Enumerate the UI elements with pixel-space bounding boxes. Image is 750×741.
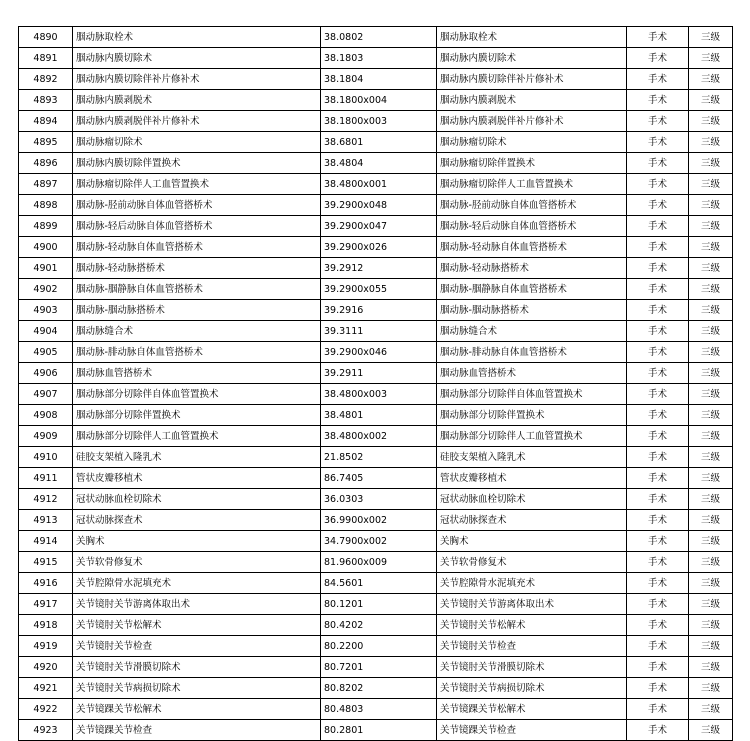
cell-code: 4893	[19, 90, 73, 111]
cell-opname: 关节镜肘关节游离体取出术	[437, 594, 627, 615]
cell-icd: 38.6801	[321, 132, 437, 153]
table-row	[19, 510, 733, 531]
cell-type: 手术	[627, 363, 689, 384]
cell-level: 三级	[689, 27, 733, 48]
cell-code: 4912	[19, 489, 73, 510]
cell-code: 4903	[19, 300, 73, 321]
cell-name: 关节镜肘关节滑膜切除术	[73, 657, 321, 678]
cell-name: 腘动脉内膜切除伴补片修补术	[73, 69, 321, 90]
cell-name: 腘动脉内膜切除术	[73, 48, 321, 69]
table-row	[19, 594, 733, 615]
cell-name: 关节腔隙骨水泥填充术	[73, 573, 321, 594]
cell-opname: 腘动脉血管搭桥术	[437, 363, 627, 384]
cell-name: 腘动脉-腘静脉自体血管搭桥术	[73, 279, 321, 300]
cell-code: 4895	[19, 132, 73, 153]
cell-icd: 80.8202	[321, 678, 437, 699]
cell-code: 4892	[19, 69, 73, 90]
cell-name: 腘动脉内膜剥脱术	[73, 90, 321, 111]
cell-level: 三级	[689, 132, 733, 153]
cell-opname: 冠状动脉血栓切除术	[437, 489, 627, 510]
cell-type: 手术	[627, 111, 689, 132]
cell-code: 4911	[19, 468, 73, 489]
cell-icd: 80.4202	[321, 615, 437, 636]
cell-type: 手术	[627, 594, 689, 615]
cell-name: 关节软骨修复术	[73, 552, 321, 573]
cell-icd: 80.2801	[321, 720, 437, 741]
cell-code: 4916	[19, 573, 73, 594]
cell-level: 三级	[689, 195, 733, 216]
cell-icd: 38.1800x003	[321, 111, 437, 132]
cell-opname: 关节腔隙骨水泥填充术	[437, 573, 627, 594]
cell-icd: 39.2911	[321, 363, 437, 384]
table-row	[19, 258, 733, 279]
table-row	[19, 321, 733, 342]
cell-name: 腘动脉部分切除伴自体血管置换术	[73, 384, 321, 405]
cell-icd: 86.7405	[321, 468, 437, 489]
cell-type: 手术	[627, 699, 689, 720]
cell-name: 关胸术	[73, 531, 321, 552]
cell-level: 三级	[689, 237, 733, 258]
cell-level: 三级	[689, 636, 733, 657]
cell-opname: 腘动脉-腘静脉自体血管搭桥术	[437, 279, 627, 300]
cell-level: 三级	[689, 90, 733, 111]
cell-name: 腘动脉内膜剥脱伴补片修补术	[73, 111, 321, 132]
table-row	[19, 237, 733, 258]
cell-type: 手术	[627, 489, 689, 510]
cell-code: 4920	[19, 657, 73, 678]
cell-name: 腘动脉瘤切除伴人工血管置换术	[73, 174, 321, 195]
cell-opname: 关节镜肘关节病损切除术	[437, 678, 627, 699]
cell-level: 三级	[689, 405, 733, 426]
cell-name: 关节镜踝关节松解术	[73, 699, 321, 720]
cell-level: 三级	[689, 384, 733, 405]
cell-opname: 腘动脉-轻动脉搭桥术	[437, 258, 627, 279]
cell-code: 4914	[19, 531, 73, 552]
cell-icd: 38.4800x003	[321, 384, 437, 405]
cell-level: 三级	[689, 300, 733, 321]
cell-level: 三级	[689, 510, 733, 531]
table-row	[19, 636, 733, 657]
cell-opname: 关节镜肘关节松解术	[437, 615, 627, 636]
cell-code: 4919	[19, 636, 73, 657]
cell-level: 三级	[689, 489, 733, 510]
cell-level: 三级	[689, 720, 733, 741]
cell-level: 三级	[689, 153, 733, 174]
cell-opname: 腘动脉瘤切除伴人工血管置换术	[437, 174, 627, 195]
cell-code: 4906	[19, 363, 73, 384]
cell-type: 手术	[627, 69, 689, 90]
cell-type: 手术	[627, 153, 689, 174]
cell-icd: 38.4800x001	[321, 174, 437, 195]
table-row	[19, 90, 733, 111]
table-row	[19, 216, 733, 237]
cell-name: 关节镜肘关节检查	[73, 636, 321, 657]
table-row	[19, 531, 733, 552]
cell-code: 4918	[19, 615, 73, 636]
cell-type: 手术	[627, 636, 689, 657]
cell-type: 手术	[627, 342, 689, 363]
cell-code: 4910	[19, 447, 73, 468]
cell-code: 4896	[19, 153, 73, 174]
cell-code: 4923	[19, 720, 73, 741]
cell-icd: 39.2912	[321, 258, 437, 279]
cell-name: 腘动脉血管搭桥术	[73, 363, 321, 384]
table-row	[19, 363, 733, 384]
procedure-catalog-table	[18, 26, 733, 741]
cell-type: 手术	[627, 531, 689, 552]
cell-name: 冠状动脉血栓切除术	[73, 489, 321, 510]
cell-level: 三级	[689, 531, 733, 552]
table-row	[19, 699, 733, 720]
table-row	[19, 27, 733, 48]
table-row	[19, 720, 733, 741]
cell-opname: 腘动脉取栓术	[437, 27, 627, 48]
cell-icd: 38.0802	[321, 27, 437, 48]
cell-level: 三级	[689, 342, 733, 363]
cell-level: 三级	[689, 678, 733, 699]
table-row	[19, 279, 733, 300]
cell-level: 三级	[689, 699, 733, 720]
cell-icd: 80.1201	[321, 594, 437, 615]
table-row	[19, 657, 733, 678]
cell-code: 4907	[19, 384, 73, 405]
cell-code: 4898	[19, 195, 73, 216]
cell-icd: 38.1804	[321, 69, 437, 90]
cell-name: 腘动脉部分切除伴人工血管置换术	[73, 426, 321, 447]
cell-level: 三级	[689, 48, 733, 69]
cell-code: 4908	[19, 405, 73, 426]
table-row	[19, 426, 733, 447]
cell-icd: 21.8502	[321, 447, 437, 468]
cell-name: 腘动脉缝合术	[73, 321, 321, 342]
cell-opname: 腘动脉内膜切除术	[437, 48, 627, 69]
cell-code: 4913	[19, 510, 73, 531]
table-row	[19, 573, 733, 594]
cell-opname: 关节软骨修复术	[437, 552, 627, 573]
table-row	[19, 468, 733, 489]
cell-code: 4890	[19, 27, 73, 48]
cell-type: 手术	[627, 48, 689, 69]
table-row	[19, 405, 733, 426]
cell-opname: 关节镜踝关节检查	[437, 720, 627, 741]
table-row	[19, 342, 733, 363]
cell-icd: 36.9900x002	[321, 510, 437, 531]
cell-type: 手术	[627, 300, 689, 321]
cell-opname: 腘动脉-腘动脉搭桥术	[437, 300, 627, 321]
cell-icd: 80.2200	[321, 636, 437, 657]
cell-type: 手术	[627, 132, 689, 153]
table-body	[19, 27, 733, 741]
cell-level: 三级	[689, 174, 733, 195]
cell-opname: 腘动脉-胫前动脉自体血管搭桥术	[437, 195, 627, 216]
cell-type: 手术	[627, 216, 689, 237]
cell-type: 手术	[627, 678, 689, 699]
cell-level: 三级	[689, 426, 733, 447]
cell-code: 4894	[19, 111, 73, 132]
cell-level: 三级	[689, 279, 733, 300]
cell-opname: 腘动脉部分切除伴自体血管置换术	[437, 384, 627, 405]
table-row	[19, 615, 733, 636]
cell-opname: 腘动脉部分切除伴置换术	[437, 405, 627, 426]
cell-name: 腘动脉-胫前动脉自体血管搭桥术	[73, 195, 321, 216]
cell-icd: 39.2900x048	[321, 195, 437, 216]
cell-code: 4891	[19, 48, 73, 69]
cell-type: 手术	[627, 426, 689, 447]
cell-icd: 38.4804	[321, 153, 437, 174]
cell-name: 腘动脉瘤切除术	[73, 132, 321, 153]
cell-name: 硅胶支架植入隆乳术	[73, 447, 321, 468]
cell-type: 手术	[627, 195, 689, 216]
cell-opname: 关节镜踝关节松解术	[437, 699, 627, 720]
cell-opname: 管状皮瓣移植术	[437, 468, 627, 489]
cell-opname: 腘动脉瘤切除术	[437, 132, 627, 153]
cell-name: 关节镜肘关节游离体取出术	[73, 594, 321, 615]
cell-icd: 39.2916	[321, 300, 437, 321]
cell-code: 4902	[19, 279, 73, 300]
cell-opname: 腘动脉部分切除伴人工血管置换术	[437, 426, 627, 447]
table-row	[19, 300, 733, 321]
cell-icd: 38.4800x002	[321, 426, 437, 447]
cell-name: 管状皮瓣移植术	[73, 468, 321, 489]
cell-level: 三级	[689, 615, 733, 636]
cell-opname: 腘动脉内膜剥脱术	[437, 90, 627, 111]
cell-name: 腘动脉-腘动脉搭桥术	[73, 300, 321, 321]
cell-type: 手术	[627, 321, 689, 342]
cell-level: 三级	[689, 657, 733, 678]
cell-opname: 腘动脉内膜切除伴补片修补术	[437, 69, 627, 90]
table-row	[19, 111, 733, 132]
cell-opname: 关胸术	[437, 531, 627, 552]
cell-code: 4909	[19, 426, 73, 447]
table-row	[19, 447, 733, 468]
cell-name: 腘动脉-轻动脉自体血管搭桥术	[73, 237, 321, 258]
cell-type: 手术	[627, 279, 689, 300]
table-row	[19, 174, 733, 195]
table-row	[19, 489, 733, 510]
cell-opname: 关节镜肘关节检查	[437, 636, 627, 657]
cell-level: 三级	[689, 552, 733, 573]
cell-opname: 腘动脉-轻后动脉自体血管搭桥术	[437, 216, 627, 237]
cell-code: 4915	[19, 552, 73, 573]
cell-level: 三级	[689, 258, 733, 279]
table-row	[19, 195, 733, 216]
cell-level: 三级	[689, 447, 733, 468]
cell-name: 腘动脉-轻动脉搭桥术	[73, 258, 321, 279]
cell-level: 三级	[689, 573, 733, 594]
cell-opname: 冠状动脉探查术	[437, 510, 627, 531]
cell-name: 冠状动脉探查术	[73, 510, 321, 531]
cell-icd: 36.0303	[321, 489, 437, 510]
cell-type: 手术	[627, 573, 689, 594]
cell-level: 三级	[689, 321, 733, 342]
cell-code: 4921	[19, 678, 73, 699]
cell-icd: 39.2900x026	[321, 237, 437, 258]
cell-icd: 38.1803	[321, 48, 437, 69]
cell-icd: 38.1800x004	[321, 90, 437, 111]
cell-opname: 腘动脉-腓动脉自体血管搭桥术	[437, 342, 627, 363]
cell-level: 三级	[689, 111, 733, 132]
cell-icd: 80.7201	[321, 657, 437, 678]
cell-opname: 腘动脉-轻动脉自体血管搭桥术	[437, 237, 627, 258]
cell-level: 三级	[689, 216, 733, 237]
cell-icd: 39.2900x047	[321, 216, 437, 237]
cell-type: 手术	[627, 615, 689, 636]
cell-type: 手术	[627, 720, 689, 741]
cell-icd: 80.4803	[321, 699, 437, 720]
cell-type: 手术	[627, 237, 689, 258]
table-row	[19, 132, 733, 153]
cell-type: 手术	[627, 258, 689, 279]
cell-name: 关节镜肘关节松解术	[73, 615, 321, 636]
cell-icd: 39.2900x055	[321, 279, 437, 300]
cell-type: 手术	[627, 384, 689, 405]
cell-opname: 腘动脉瘤切除伴置换术	[437, 153, 627, 174]
cell-name: 腘动脉-腓动脉自体血管搭桥术	[73, 342, 321, 363]
cell-code: 4922	[19, 699, 73, 720]
cell-code: 4917	[19, 594, 73, 615]
cell-type: 手术	[627, 405, 689, 426]
cell-code: 4901	[19, 258, 73, 279]
cell-name: 腘动脉-轻后动脉自体血管搭桥术	[73, 216, 321, 237]
cell-type: 手术	[627, 468, 689, 489]
cell-name: 关节镜肘关节病损切除术	[73, 678, 321, 699]
cell-code: 4900	[19, 237, 73, 258]
cell-icd: 34.7900x002	[321, 531, 437, 552]
cell-type: 手术	[627, 657, 689, 678]
cell-code: 4899	[19, 216, 73, 237]
cell-type: 手术	[627, 552, 689, 573]
cell-level: 三级	[689, 69, 733, 90]
cell-name: 腘动脉部分切除伴置换术	[73, 405, 321, 426]
cell-name: 腘动脉取栓术	[73, 27, 321, 48]
table-row	[19, 678, 733, 699]
cell-type: 手术	[627, 174, 689, 195]
cell-type: 手术	[627, 510, 689, 531]
table-row	[19, 552, 733, 573]
cell-level: 三级	[689, 594, 733, 615]
cell-opname: 关节镜肘关节滑膜切除术	[437, 657, 627, 678]
cell-opname: 硅胶支架植入隆乳术	[437, 447, 627, 468]
table-row	[19, 384, 733, 405]
cell-icd: 38.4801	[321, 405, 437, 426]
cell-type: 手术	[627, 27, 689, 48]
cell-icd: 84.5601	[321, 573, 437, 594]
cell-level: 三级	[689, 468, 733, 489]
cell-opname: 腘动脉内膜剥脱伴补片修补术	[437, 111, 627, 132]
cell-code: 4904	[19, 321, 73, 342]
cell-level: 三级	[689, 363, 733, 384]
cell-name: 腘动脉内膜切除伴置换术	[73, 153, 321, 174]
table-row	[19, 153, 733, 174]
cell-type: 手术	[627, 447, 689, 468]
cell-code: 4905	[19, 342, 73, 363]
table-row	[19, 48, 733, 69]
table-row	[19, 69, 733, 90]
cell-icd: 39.2900x046	[321, 342, 437, 363]
cell-name: 关节镜踝关节检查	[73, 720, 321, 741]
cell-type: 手术	[627, 90, 689, 111]
cell-icd: 81.9600x009	[321, 552, 437, 573]
cell-opname: 腘动脉缝合术	[437, 321, 627, 342]
cell-icd: 39.3111	[321, 321, 437, 342]
cell-code: 4897	[19, 174, 73, 195]
